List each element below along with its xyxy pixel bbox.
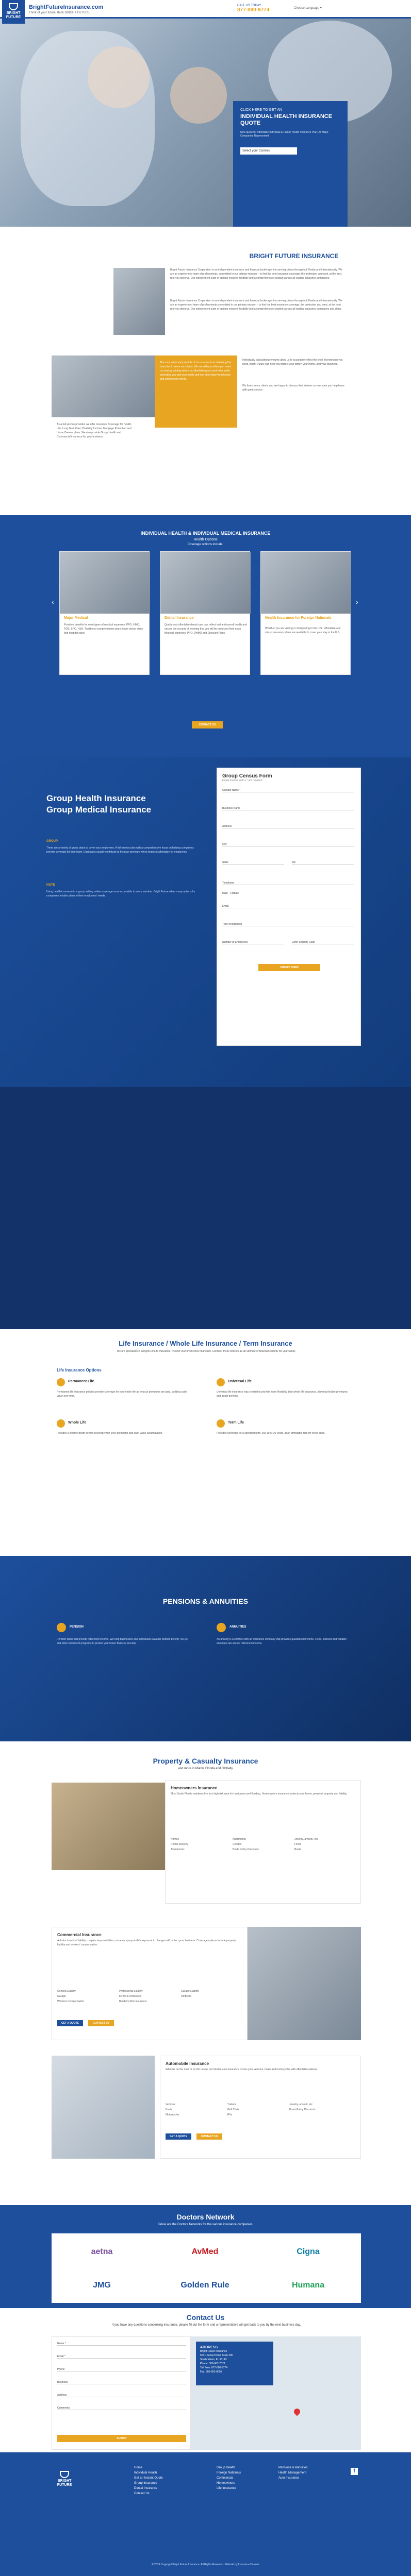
address-box: ADDRESS Bright Future Insurance 5001 Sunset Drive Suite 200 South Miami, FL 33143 Phone: 305-667-7878 Toll Free: 877-880-9774 Fax: 305-663-0095 (196, 2342, 273, 2385)
life-title: Life Insurance / Whole Life Insurance / Term Insurance (119, 1340, 292, 1347)
auto-title: Automobile Insurance (166, 2061, 209, 2066)
life-intro: We are specialists in all types of Life Insurance. Protect your loved ones financially. Consider these policies as an ultimate of financial security for your family. (117, 1350, 296, 1353)
business-name-field[interactable]: Business Name (222, 807, 354, 810)
about-col4: We listen to our clients and are happy to discuss their desires so everyone you help leave with great service. (242, 384, 345, 392)
life-options-title: Life Insurance Options (57, 1368, 102, 1372)
shield-icon (9, 3, 18, 10)
life-item-title: Permanent Life (68, 1380, 94, 1383)
contact-section (0, 2308, 411, 2452)
homeowners-card[interactable]: Homeowners Insurance Most South Florida residents live in a high risk area for hurricanes and flooding. Homeowners insurance protects your home, personal property and liability. Homes Rental property Townhomes Apartments Condos Jewelry, artwork, etc Flood Boats Boats Policy Discounts (165, 1780, 361, 1904)
card-text: Whether you are visiting or immigrating to the U.S., affordable and robust insurance plans are available to cover your stay in the U.S. (265, 627, 341, 634)
phone-field[interactable]: Phone (57, 2368, 186, 2371)
life-item-title: Universal Life (228, 1380, 252, 1383)
life-item-text: Permanent life insurance policies provide coverage for your entire life as long as premiums are paid, building cash value over time. (57, 1391, 187, 1398)
about-p1: Bright Future Insurance Corporation is an independent insurance and financial brokerage firm serving clients throughout Florida and internationally. We are an experienced team of professionals, committed to our primary mission – to find the best insurance coverage, the protection you want, at the best rate you deserve. Our independent suite of options ensures flexibility and a comprehensive solution across all leading insurance companies. (170, 268, 342, 280)
email-field[interactable]: Email (222, 905, 354, 908)
contact-us-button[interactable]: CONTACT US (192, 721, 223, 728)
contact-us-button[interactable]: CONTACT US (196, 2133, 222, 2140)
language-select[interactable]: Choose Language ▾ (294, 7, 322, 10)
next-arrow-icon[interactable]: › (356, 598, 358, 606)
footer-links-2: Group Health Foreign Nationals Commercial Homeowners Life Insurance (217, 2466, 241, 2490)
avmed-logo[interactable]: AvMed (191, 2247, 219, 2256)
pension-text: Pension plans that provide retirement income. We help businesses and individuals evaluate defined benefit, 401(k) and other retirement programs to protect your future financial security. (57, 1638, 188, 1645)
doctors-subtitle: Below are the Doctors Networks for the various insurance companies. (157, 2223, 254, 2226)
permanent-life-icon (57, 1378, 65, 1386)
life-item-text: Provides a lifetime death benefit coverage with level premiums and cash value accumulation. (57, 1432, 163, 1435)
logo[interactable]: BRIGHT FUTURE (2, 0, 25, 24)
annuities-text: An annuity is a contract with an insurance company that provides guaranteed income. Fixed, indexed and variable annuities can secure retirement income. (217, 1638, 347, 1645)
about-title: BRIGHT FUTURE INSURANCE (249, 252, 339, 260)
phone-number[interactable]: 877-880-9774 (237, 7, 270, 13)
home-title: Homeowners Insurance (171, 1786, 218, 1790)
shield-icon (60, 2471, 69, 2478)
address-field[interactable]: Address (222, 825, 354, 828)
about-p2: Bright Future Insurance Corporation is an independent insurance and financial brokerage firm serving clients throughout Florida and internationally. We are an experienced team of professionals committed to our primary mission – to find the best insurance coverage, the protection you want, at the best rate you deserve. Our independent suite of options ensures flexibility and a comprehensive solution across all leading insurance companies and plans. (170, 299, 342, 311)
auto-text: Whether on the road or on the ocean, our Florida auto insurance covers your vehicles, boats and motorcycles with affordable options. (166, 2068, 318, 2071)
submit-form-button[interactable]: SUBMIT FORM (258, 964, 320, 971)
name-field[interactable]: Name * (57, 2342, 186, 2346)
cigna-logo[interactable]: Cigna (297, 2247, 320, 2256)
commercial-text: A distinct world of liability complex responsibilities, some company and its exposure to changes will protect your business. Coverage options include property, liability and workers' compensation. (57, 1939, 237, 1946)
medical-card-1[interactable] (59, 551, 150, 675)
group-label2: NOTE (46, 884, 55, 887)
card-title: Dental Insurance (165, 616, 194, 620)
medical-section (0, 515, 411, 757)
property-subtitle: and more in Miami, Florida and Globally (178, 1767, 233, 1770)
state-field[interactable]: State (222, 861, 284, 865)
auto-card[interactable]: Automobile Insurance Whether on the road or on the ocean, our Florida auto insurance covers your vehicles, boats and motorcycles with affordable options. Vehicles Boats Motorcycles Trailers Golf Carts RVs Jewelry, artwork, etc Boats Policy Discounts GET A QUOTE CONTACT US (160, 2056, 361, 2159)
city-field[interactable]: City (222, 843, 354, 846)
quote-box[interactable] (233, 101, 348, 227)
pension-title: PENSION (70, 1625, 84, 1629)
footer-links-1: Home Individual Health Get an Instant Quote Group Insurance Dental Insurance Contact Us (134, 2466, 163, 2495)
address-field[interactable]: Address (57, 2394, 186, 2397)
group-title2: Group Medical Insurance (46, 805, 152, 815)
email-field[interactable]: Email * (57, 2355, 186, 2359)
phone-block[interactable]: CALL US TODAY 877-880-9774 (237, 4, 270, 13)
doctors-title: Doctors Network (176, 2213, 235, 2221)
life-item-text: Provides coverage for a specified term, like 10 or 20 years, at an affordable rate for loved ones. (217, 1432, 325, 1435)
quote-top: CLICK HERE TO GET AN (240, 108, 282, 112)
contact-us-button[interactable]: CONTACT US (88, 2020, 114, 2026)
form-title: Group Census Form (222, 773, 272, 779)
life-item-title: Whole Life (68, 1421, 87, 1425)
pensions-section (0, 1556, 411, 1741)
contact-title: Contact Us (186, 2313, 225, 2321)
pension-icon (57, 1623, 66, 1632)
business-type-field[interactable]: Type of Business (222, 923, 354, 926)
tagline: Think of your future, think BRIGHT FUTURE! (29, 11, 91, 14)
map-pin-icon[interactable] (293, 2408, 302, 2416)
telephone-field[interactable]: Telephone (222, 882, 354, 885)
term-life-icon (217, 1419, 225, 1428)
golden-rule-logo[interactable]: Golden Rule (180, 2281, 229, 2290)
group-p2: Using health insurance in a group setting makes coverage more accessible to every member. Bright Future offers many options for companies to tailor plans to their employees' needs. (46, 890, 195, 897)
life-item-text: Universal life insurance was created to provide more flexibility than whole life insurance, allowing flexible premiums and death benefits. (217, 1391, 348, 1398)
property-title: Property & Casualty Insurance (153, 1757, 258, 1765)
group-label1: GROUP (46, 840, 58, 843)
quote-title: INDIVIDUAL HEALTH INSURANCE QUOTE (240, 113, 333, 126)
family-image (52, 355, 155, 417)
about-section (0, 227, 411, 515)
form-note: Fields marked with a * are required (222, 779, 262, 782)
jmg-logo[interactable]: JMG (93, 2281, 111, 2290)
aetna-logo[interactable]: aetna (91, 2247, 113, 2256)
card-title: Health Insurance for Foreign Nationals (265, 616, 332, 620)
employees-field[interactable]: Number of Employees (222, 941, 284, 944)
card-image (60, 552, 150, 614)
footer-logo[interactable]: BRIGHT FUTURE (52, 2468, 77, 2499)
medical-card-3[interactable] (260, 551, 351, 675)
top-bar (0, 0, 411, 19)
about-col1: As a full service provider, we offer Insurance Coverage for Health, Life, Long Term Care, Disability Income, Mortgage Protection and Home Owners plans. We also provide Group Health and Commercial insurance for your business. (57, 423, 132, 438)
facebook-icon[interactable]: f (351, 2468, 358, 2475)
commercial-image (248, 1927, 361, 2040)
whole-life-icon (57, 1419, 65, 1428)
copyright: © 2019 Copyright Bright Future Insurance. All Rights Reserved. Website by Insurance Corners (152, 2563, 259, 2566)
life-item-title: Term Life (228, 1421, 244, 1425)
about-image (113, 268, 165, 335)
card-title: Major Medical (64, 616, 88, 620)
footer-links-3: Pensions & Annuities Health Management Auto Insurance (278, 2466, 308, 2480)
card-image (261, 552, 351, 614)
contact-subtitle: If you have any questions concerning insurance, please fill out the form and a representative will get back to you by the next business day. (111, 2324, 301, 2327)
medical-card-2[interactable] (160, 551, 250, 675)
contact-form[interactable] (52, 2336, 191, 2450)
contact-name-field[interactable]: Contact Name * (222, 789, 354, 792)
commercial-card[interactable]: Commercial Insurance A distinct world of liability complex responsibilities, some company and its exposure to changes will protect your business. Coverage options include property, liability and workers' compensation. General Liability Garage Workers Compensation Professional Liability Errors & Omissions Builder's Risk Insurance Garage Liability Umbrella GET A QUOTE CONTACT US (52, 1927, 248, 2040)
brand-name[interactable]: BrightFutureInsurance.com (29, 4, 104, 10)
medical-subtitle: Health Options (193, 538, 218, 541)
footer (0, 2452, 411, 2576)
pensions-title: PENSIONS & ANNUITIES (162, 1597, 249, 1605)
comments-field[interactable]: Comments (57, 2406, 186, 2410)
gender-radio[interactable]: Male · Female (222, 892, 239, 895)
get-quote-button[interactable]: GET A QUOTE (57, 2020, 83, 2026)
medical-subtitle2: Coverage options include: (187, 543, 224, 546)
annuities-title: ANNUITIES (229, 1625, 246, 1629)
carrier-select[interactable]: Select your Carriers (240, 147, 297, 155)
auto-image (52, 2056, 155, 2159)
security-code-field[interactable]: Enter Security Code (292, 941, 354, 944)
annuities-icon (217, 1623, 226, 1632)
group-census-form[interactable] (217, 768, 361, 1046)
quote-text: Now quote for Affordable Individual & Family Health Insurance Plan, All Major Companies Represented (240, 131, 328, 138)
card-text: Quality and affordable dental care can reflect oral and overall health and secure the security of knowing that you will be protected from extra financial expenses. PPO, DHMO and Discount Plans. (165, 623, 247, 635)
prev-arrow-icon[interactable]: ‹ (52, 598, 54, 606)
about-highlight: The core value and principle of our success is in delivering the best plan to serve our clients. We are with you when you need us most, providing advice on affordable plans and value while protecting you and your family and our client base from losses and unforeseen events. (155, 355, 237, 428)
universal-life-icon (217, 1378, 225, 1386)
get-quote-button[interactable]: GET A QUOTE (166, 2133, 191, 2140)
medical-title: INDIVIDUAL HEALTH & INDIVIDUAL MEDICAL INSURANCE (140, 531, 271, 536)
group-p1: There are a variety of group plans to cover your employees. A full-service plan with a comprehensive focus on helping companies provide coverage for their team. Employers usually contribute to the plan premium which makes it affordable for employees. (46, 846, 194, 854)
commercial-title: Commercial Insurance (57, 1933, 102, 1937)
map[interactable] (191, 2336, 361, 2450)
business-field[interactable]: Business (57, 2381, 186, 2384)
group-title1: Group Health Insurance (46, 793, 146, 803)
submit-button[interactable]: SUBMIT (57, 2435, 186, 2442)
zip-field[interactable]: Zip (292, 861, 354, 865)
property-section (0, 1741, 411, 2205)
humana-logo[interactable]: Humana (291, 2281, 325, 2290)
card-text: Provides benefits for most types of medical expenses: PPO, HMO, POS, EPO, HSA. Traditional comprehensive plans cover doctor visits and hospital stays. (64, 623, 143, 635)
about-col3: Individually calculated premiums allow us to accurately reflect the level of protection you need. Bright Future can help you protect your family, your home, and your business. (242, 359, 343, 366)
life-section (0, 1329, 411, 1556)
home-text: Most South Florida residents live in a high risk area for hurricanes and flooding. Homeowners insurance protects your home, personal property and liability. (171, 1792, 348, 1795)
doctors-section (0, 2205, 411, 2308)
card-image (160, 552, 251, 614)
group-section (0, 757, 411, 1329)
home-image (52, 1783, 165, 1870)
hero (0, 0, 411, 227)
